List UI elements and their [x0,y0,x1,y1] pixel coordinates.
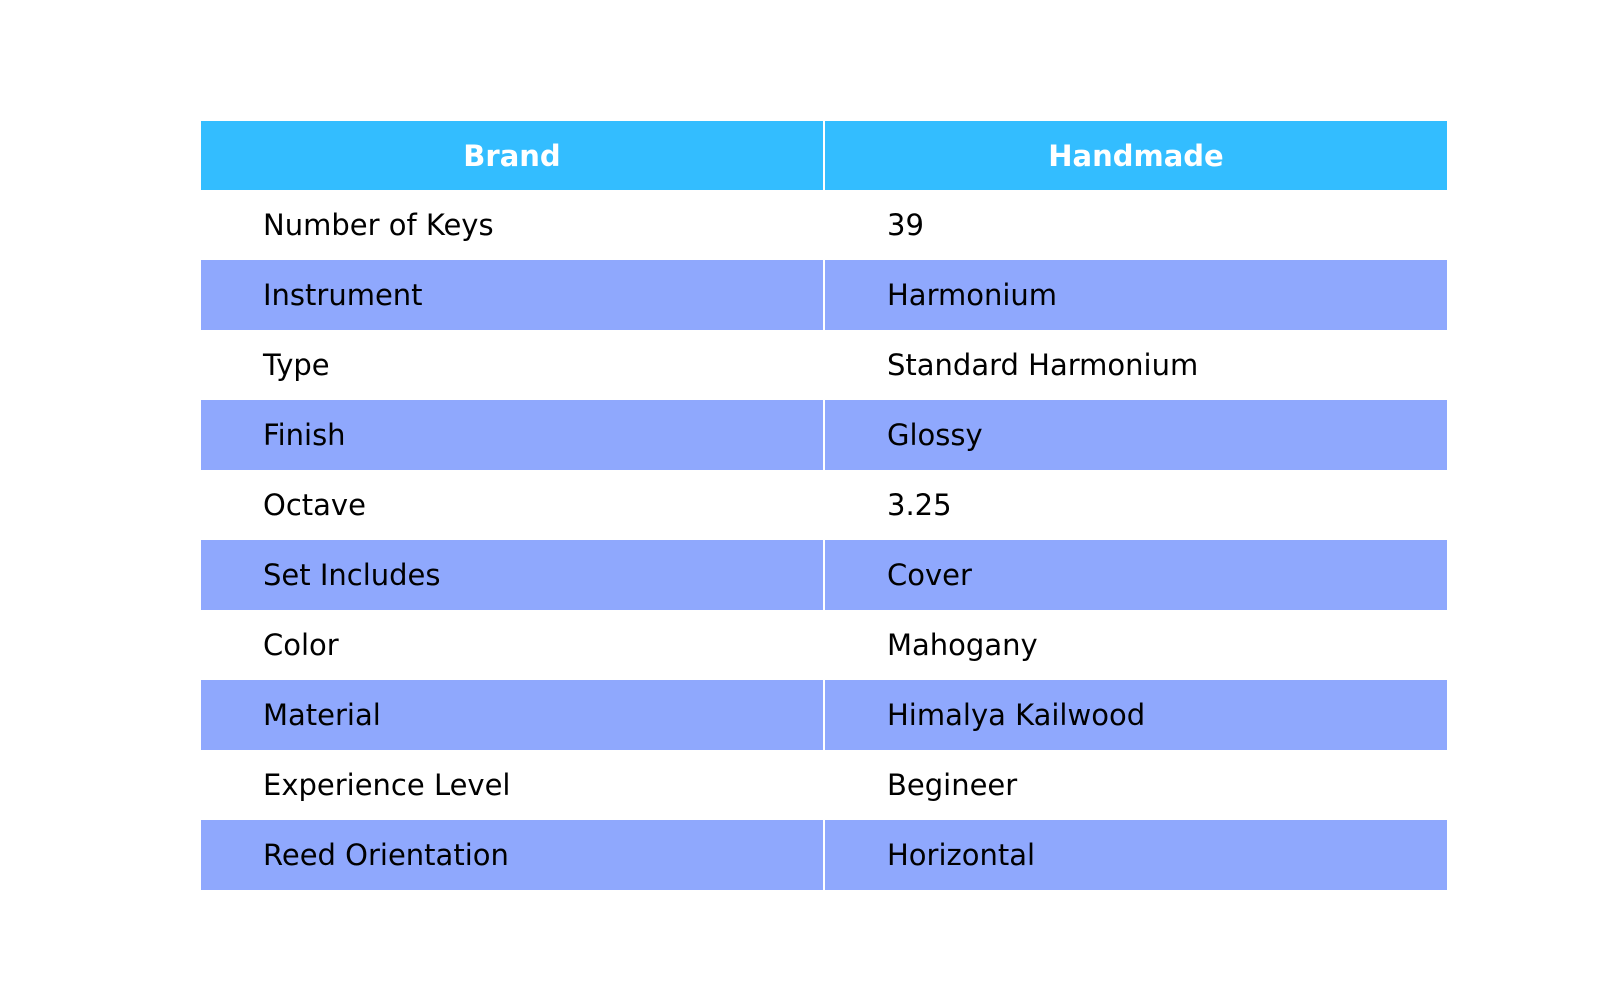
row-label: Experience Level [201,750,824,820]
table-header [201,121,1447,190]
row-value: Himalya Kailwood [824,680,1447,750]
table-row [201,330,1447,400]
table-row [201,540,1447,610]
header-brand: Brand [201,121,824,190]
row-value: Cover [824,540,1447,610]
table-row [201,260,1447,330]
row-value: Harmonium [824,260,1447,330]
row-value: Glossy [824,400,1447,470]
table-row [201,190,1447,260]
row-value: 39 [824,190,1447,260]
row-label: Instrument [201,260,824,330]
row-value: Begineer [824,750,1447,820]
header-row [201,121,1447,190]
header-handmade: Handmade [824,121,1447,190]
table-row [201,820,1447,890]
row-value: Standard Harmonium [824,330,1447,400]
row-value: Horizontal [824,820,1447,890]
table-row [201,470,1447,540]
table-row [201,750,1447,820]
row-value: 3.25 [824,470,1447,540]
spec-table [201,121,1447,890]
row-value: Mahogany [824,610,1447,680]
row-label: Octave [201,470,824,540]
row-label: Reed Orientation [201,820,824,890]
row-label: Number of Keys [201,190,824,260]
row-label: Set Includes [201,540,824,610]
row-label: Finish [201,400,824,470]
row-label: Color [201,610,824,680]
table-body [201,190,1447,890]
row-label: Type [201,330,824,400]
row-label: Material [201,680,824,750]
table-row [201,610,1447,680]
table-row [201,400,1447,470]
table-row [201,680,1447,750]
